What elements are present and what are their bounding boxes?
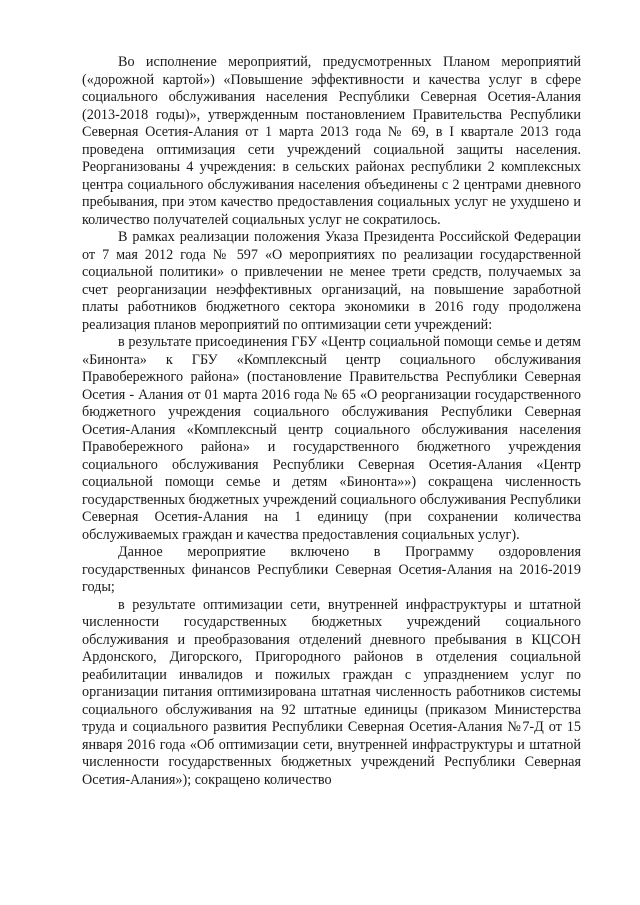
- paragraph-decree-597: В рамках реализации положения Указа Президента Российской Федерации от 7 мая 2012 года № 597 «О мероприятиях по реализации государственной социальной политики» о привлечении не менее трети средств, получаемых за счет реорганизации неэффективных организаций, на повышение заработной платы работников бюджетного сектора экономики в 2016 году продолжена реализация планов мероприятий по оптимизации сети учреждений:: [82, 229, 581, 333]
- document-page: [82, 54, 581, 789]
- paragraph-finance-program: Данное мероприятие включено в Программу оздоровления государственных финансов Республики Северная Осетия-Алания на 2016-2019 годы;: [82, 544, 581, 595]
- paragraph-binonta-merger: в результате присоединения ГБУ «Центр социальной помощи семье и детям «Бинонта» к ГБУ «Комплексный центр социального обслуживания Правобережного района» (постановление Правительства Республики Северная Осетия - Алания от 01 марта 2016 года № 65 «О реорганизации государственного бюджетного учреждения социального обслуживания Республики Северная Осетия-Алания «Комплексный центр социального обслуживания населения Правобережного района» и государственного бюджетного учреждения социального обслуживания Республики Северная Осетия-Алания «Центр социальной помощи семье и детям «Бинонта»») сокращена численность государственных бюджетных учреждений социального обслуживания Республики Северная Осетия-Алания на 1 единицу (при сохранении количества обслуживаемых граждан и качества предоставления социальных услуг).: [82, 334, 581, 543]
- paragraph-optimization-2013: Во исполнение мероприятий, предусмотренных Планом мероприятий («дорожной картой») «Повышение эффективности и качества услуг в сфере социального обслуживания населения Республики Северная Осетия-Алания (2013-2018 годы)», утвержденным постановлением Правительства Республики Северная Осетия-Алания от 1 марта 2013 года № 69, в I квартале 2013 года проведена оптимизация сети учреждений социальной защиты населения. Реорганизованы 4 учреждения: в сельских районах республики 2 комплексных центра социального обслуживания населения объединены с 2 центрами дневного пребывания, при этом качество предоставления социальных услуг не ухудшено и количество получателей социальных услуг не сократилось.: [82, 54, 581, 228]
- paragraph-staff-optimization: в результате оптимизации сети, внутренней инфраструктуры и штатной численности государственных бюджетных учреждений социального обслуживания и преобразования отделений дневного пребывания в КЦСОН Ардонского, Дигорского, Пригородного районов в отделения социальной реабилитации инвалидов и пожилых граждан с упразднением услуг по организации питания оптимизирована штатная численность работников системы социального обслуживания на 92 штатные единицы (приказом Министерства труда и социального развития Республики Северная Осетия-Алания №7-Д от 15 января 2016 года «Об оптимизации сети, внутренней инфраструктуры и штатной численности государственных бюджетных учреждений Республики Северная Осетия-Алания»); сокращено количество: [82, 596, 581, 788]
